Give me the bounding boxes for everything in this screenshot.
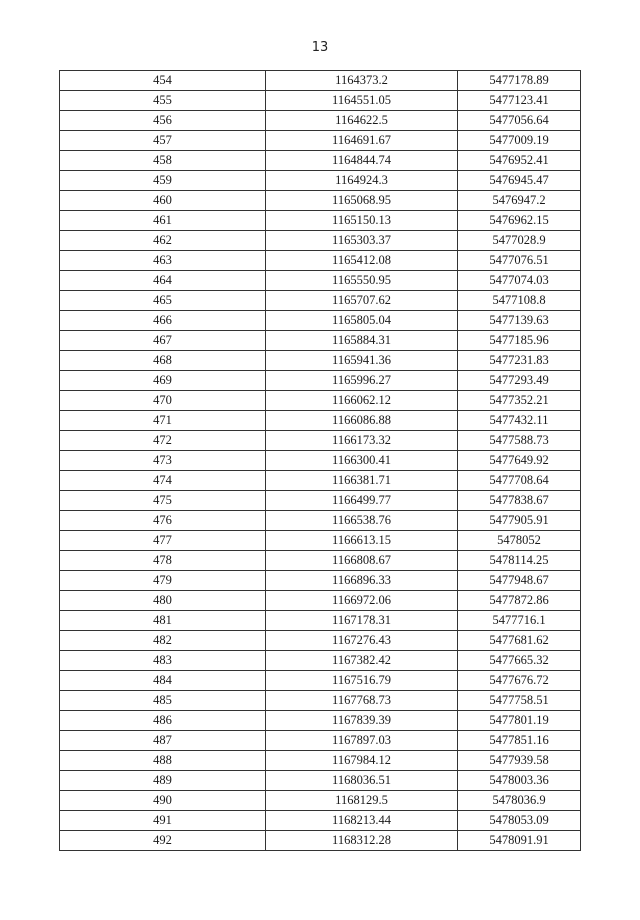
- y-coordinate-cell: 5478053.09: [458, 811, 581, 831]
- table-row: [60, 71, 581, 91]
- y-coordinate-cell: 5477178.89: [458, 71, 581, 91]
- table-row: [60, 151, 581, 171]
- y-coordinate-cell: 5477681.62: [458, 631, 581, 651]
- y-coordinate-cell: 5477676.72: [458, 671, 581, 691]
- point-number-cell: 469: [60, 371, 266, 391]
- x-coordinate-cell: 1164924.3: [266, 171, 458, 191]
- y-coordinate-cell: 5478114.25: [458, 551, 581, 571]
- x-coordinate-cell: 1165068.95: [266, 191, 458, 211]
- point-number-cell: 459: [60, 171, 266, 191]
- x-coordinate-cell: 1165884.31: [266, 331, 458, 351]
- point-number-cell: 471: [60, 411, 266, 431]
- point-number-cell: 461: [60, 211, 266, 231]
- x-coordinate-cell: 1167382.42: [266, 651, 458, 671]
- table-row: [60, 331, 581, 351]
- y-coordinate-cell: 5477872.86: [458, 591, 581, 611]
- x-coordinate-cell: 1164622.5: [266, 111, 458, 131]
- point-number-cell: 483: [60, 651, 266, 671]
- x-coordinate-cell: 1166086.88: [266, 411, 458, 431]
- point-number-cell: 470: [60, 391, 266, 411]
- point-number-cell: 468: [60, 351, 266, 371]
- x-coordinate-cell: 1165303.37: [266, 231, 458, 251]
- table-row: [60, 791, 581, 811]
- y-coordinate-cell: 5477905.91: [458, 511, 581, 531]
- y-coordinate-cell: 5478052: [458, 531, 581, 551]
- table-row: [60, 351, 581, 371]
- x-coordinate-cell: 1164844.74: [266, 151, 458, 171]
- y-coordinate-cell: 5477716.1: [458, 611, 581, 631]
- y-coordinate-cell: 5477074.03: [458, 271, 581, 291]
- x-coordinate-cell: 1165996.27: [266, 371, 458, 391]
- y-coordinate-cell: 5477665.32: [458, 651, 581, 671]
- point-number-cell: 460: [60, 191, 266, 211]
- y-coordinate-cell: 5477432.11: [458, 411, 581, 431]
- point-number-cell: 457: [60, 131, 266, 151]
- y-coordinate-cell: 5477076.51: [458, 251, 581, 271]
- point-number-cell: 484: [60, 671, 266, 691]
- x-coordinate-cell: 1166972.06: [266, 591, 458, 611]
- y-coordinate-cell: 5477056.64: [458, 111, 581, 131]
- x-coordinate-cell: 1167984.12: [266, 751, 458, 771]
- point-number-cell: 474: [60, 471, 266, 491]
- x-coordinate-cell: 1166499.77: [266, 491, 458, 511]
- point-number-cell: 476: [60, 511, 266, 531]
- x-coordinate-cell: 1165805.04: [266, 311, 458, 331]
- table-row: [60, 411, 581, 431]
- x-coordinate-cell: 1168312.28: [266, 831, 458, 851]
- table-row: [60, 631, 581, 651]
- y-coordinate-cell: 5478003.36: [458, 771, 581, 791]
- table-row: [60, 491, 581, 511]
- y-coordinate-cell: 5477123.41: [458, 91, 581, 111]
- y-coordinate-cell: 5477293.49: [458, 371, 581, 391]
- x-coordinate-cell: 1166538.76: [266, 511, 458, 531]
- table-row: [60, 651, 581, 671]
- y-coordinate-cell: 5477352.21: [458, 391, 581, 411]
- table-row: [60, 751, 581, 771]
- point-number-cell: 455: [60, 91, 266, 111]
- table-row: [60, 831, 581, 851]
- y-coordinate-cell: 5477649.92: [458, 451, 581, 471]
- table-row: [60, 691, 581, 711]
- table-row: [60, 531, 581, 551]
- table-row: [60, 471, 581, 491]
- x-coordinate-cell: 1164551.05: [266, 91, 458, 111]
- point-number-cell: 466: [60, 311, 266, 331]
- x-coordinate-cell: 1165412.08: [266, 251, 458, 271]
- x-coordinate-cell: 1167839.39: [266, 711, 458, 731]
- table-row: [60, 251, 581, 271]
- table-row: [60, 731, 581, 751]
- y-coordinate-cell: 5476945.47: [458, 171, 581, 191]
- y-coordinate-cell: 5477708.64: [458, 471, 581, 491]
- y-coordinate-cell: 5477108.8: [458, 291, 581, 311]
- x-coordinate-cell: 1166300.41: [266, 451, 458, 471]
- x-coordinate-cell: 1165550.95: [266, 271, 458, 291]
- point-number-cell: 467: [60, 331, 266, 351]
- table-row: [60, 371, 581, 391]
- table-row: [60, 571, 581, 591]
- point-number-cell: 485: [60, 691, 266, 711]
- table-row: [60, 451, 581, 471]
- table-row: [60, 391, 581, 411]
- point-number-cell: 482: [60, 631, 266, 651]
- point-number-cell: 489: [60, 771, 266, 791]
- point-number-cell: 488: [60, 751, 266, 771]
- x-coordinate-cell: 1166896.33: [266, 571, 458, 591]
- table-row: [60, 111, 581, 131]
- x-coordinate-cell: 1166173.32: [266, 431, 458, 451]
- x-coordinate-cell: 1167516.79: [266, 671, 458, 691]
- table-row: [60, 771, 581, 791]
- x-coordinate-cell: 1164691.67: [266, 131, 458, 151]
- table-row: [60, 711, 581, 731]
- y-coordinate-cell: 5477758.51: [458, 691, 581, 711]
- coordinates-table: [59, 70, 581, 851]
- y-coordinate-cell: 5477028.9: [458, 231, 581, 251]
- table-row: [60, 171, 581, 191]
- x-coordinate-cell: 1165941.36: [266, 351, 458, 371]
- point-number-cell: 475: [60, 491, 266, 511]
- y-coordinate-cell: 5477231.83: [458, 351, 581, 371]
- point-number-cell: 473: [60, 451, 266, 471]
- y-coordinate-cell: 5477939.58: [458, 751, 581, 771]
- x-coordinate-cell: 1166808.67: [266, 551, 458, 571]
- point-number-cell: 486: [60, 711, 266, 731]
- point-number-cell: 462: [60, 231, 266, 251]
- table-row: [60, 311, 581, 331]
- point-number-cell: 481: [60, 611, 266, 631]
- y-coordinate-cell: 5476962.15: [458, 211, 581, 231]
- table-row: [60, 431, 581, 451]
- x-coordinate-cell: 1165707.62: [266, 291, 458, 311]
- table-row: [60, 671, 581, 691]
- table-row: [60, 131, 581, 151]
- table-row: [60, 231, 581, 251]
- x-coordinate-cell: 1168036.51: [266, 771, 458, 791]
- y-coordinate-cell: 5477588.73: [458, 431, 581, 451]
- table-row: [60, 291, 581, 311]
- point-number-cell: 480: [60, 591, 266, 611]
- y-coordinate-cell: 5477851.16: [458, 731, 581, 751]
- point-number-cell: 458: [60, 151, 266, 171]
- x-coordinate-cell: 1166062.12: [266, 391, 458, 411]
- x-coordinate-cell: 1165150.13: [266, 211, 458, 231]
- y-coordinate-cell: 5477948.67: [458, 571, 581, 591]
- y-coordinate-cell: 5477139.63: [458, 311, 581, 331]
- y-coordinate-cell: 5477838.67: [458, 491, 581, 511]
- table-row: [60, 211, 581, 231]
- x-coordinate-cell: 1167897.03: [266, 731, 458, 751]
- x-coordinate-cell: 1166381.71: [266, 471, 458, 491]
- y-coordinate-cell: 5477185.96: [458, 331, 581, 351]
- x-coordinate-cell: 1168213.44: [266, 811, 458, 831]
- coordinates-table-body: [60, 71, 581, 851]
- x-coordinate-cell: 1166613.15: [266, 531, 458, 551]
- point-number-cell: 478: [60, 551, 266, 571]
- x-coordinate-cell: 1167276.43: [266, 631, 458, 651]
- table-row: [60, 811, 581, 831]
- y-coordinate-cell: 5476952.41: [458, 151, 581, 171]
- point-number-cell: 464: [60, 271, 266, 291]
- y-coordinate-cell: 5478036.9: [458, 791, 581, 811]
- x-coordinate-cell: 1167768.73: [266, 691, 458, 711]
- point-number-cell: 477: [60, 531, 266, 551]
- point-number-cell: 490: [60, 791, 266, 811]
- point-number-cell: 454: [60, 71, 266, 91]
- table-row: [60, 191, 581, 211]
- x-coordinate-cell: 1168129.5: [266, 791, 458, 811]
- point-number-cell: 463: [60, 251, 266, 271]
- point-number-cell: 491: [60, 811, 266, 831]
- y-coordinate-cell: 5477009.19: [458, 131, 581, 151]
- point-number-cell: 472: [60, 431, 266, 451]
- y-coordinate-cell: 5477801.19: [458, 711, 581, 731]
- y-coordinate-cell: 5476947.2: [458, 191, 581, 211]
- point-number-cell: 492: [60, 831, 266, 851]
- y-coordinate-cell: 5478091.91: [458, 831, 581, 851]
- point-number-cell: 487: [60, 731, 266, 751]
- table-row: [60, 611, 581, 631]
- x-coordinate-cell: 1167178.31: [266, 611, 458, 631]
- point-number-cell: 456: [60, 111, 266, 131]
- table-row: [60, 591, 581, 611]
- table-row: [60, 271, 581, 291]
- point-number-cell: 465: [60, 291, 266, 311]
- point-number-cell: 479: [60, 571, 266, 591]
- table-row: [60, 91, 581, 111]
- table-row: [60, 551, 581, 571]
- x-coordinate-cell: 1164373.2: [266, 71, 458, 91]
- table-row: [60, 511, 581, 531]
- page-number: 13: [311, 40, 329, 55]
